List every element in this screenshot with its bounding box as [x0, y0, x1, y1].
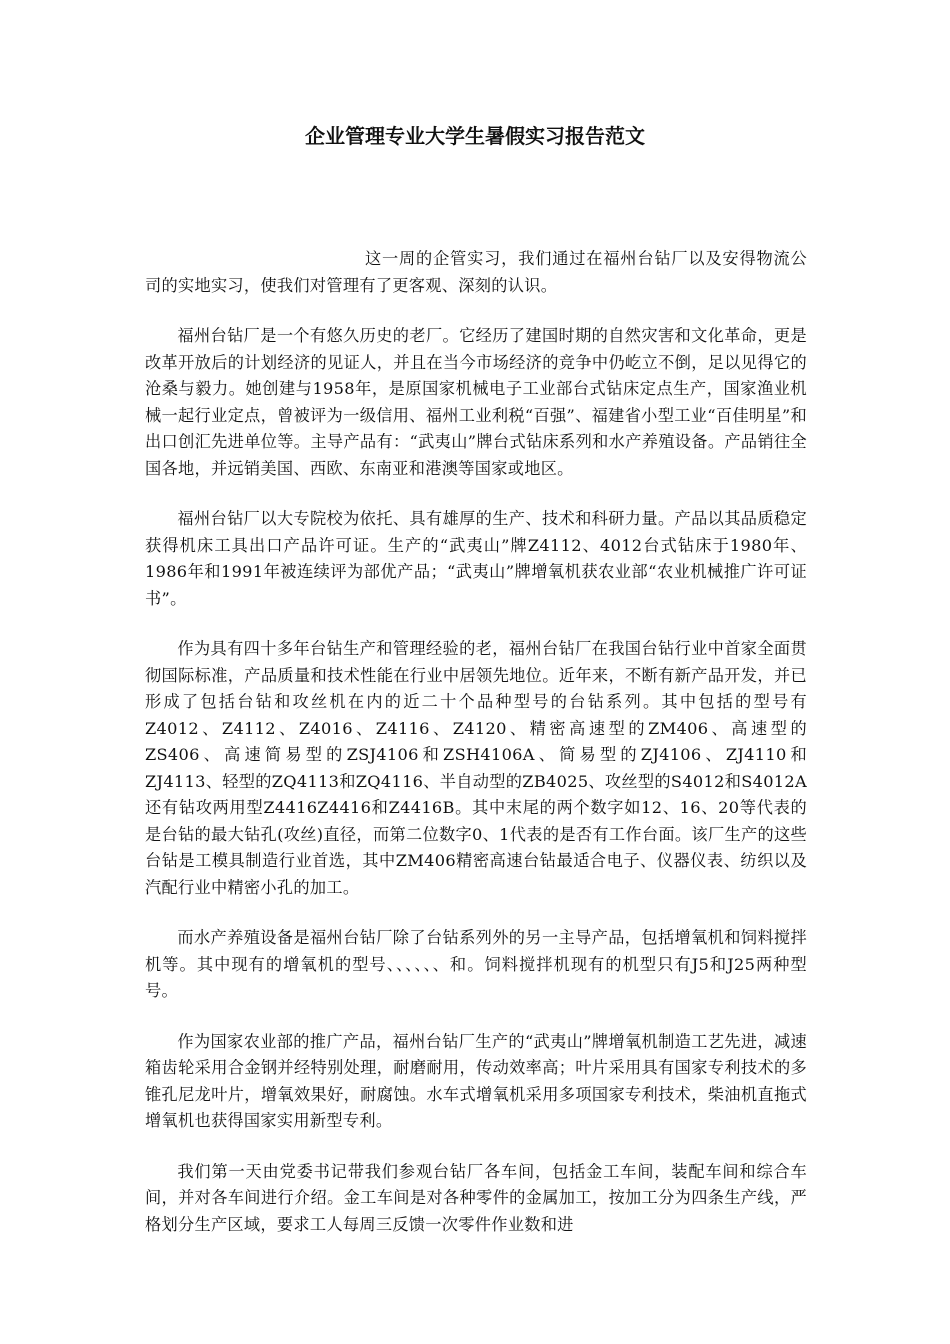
paragraph-aquaculture-equipment: 而水产养殖设备是福州台钻厂除了台钻系列外的另一主导产品，包括增氧机和饲料搅拌机等。其中现有的增氧机的型号、、、、、、和。饲料搅拌机现有的机型只有J5和J25两种型号。 [145, 928, 807, 1000]
paragraph-product-range: 作为具有四十多年台钻生产和管理经验的老，福州台钻厂在我国台钻行业中首家全面贯彻国际标准，产品质量和技术性能在行业中居领先地位。近年来，不断有新产品开发，并已形成了包括台钻和攻丝机在内的近二十个品种型号的台钻系列。其中包括的型号有Z4012、Z4112、Z4016、Z4116、Z4120、精密高速型的ZM406、高速型的ZS406、高速简易型的ZSJ4106和ZSH4106A、简易型的ZJ4106、ZJ4110和ZJ4113、轻型的ZQ4113和ZQ4116、半自动型的ZB4025、攻丝型的S4012和S4012A还有钻攻两用型Z4416Z4416和Z4416B。其中末尾的两个数字如12、16、20等代表的是台钻的最大钻孔(攻丝)直径，而第二位数字0、1代表的是否有工作台面。该厂生产的这些台钻是工模具制造行业首选，其中ZM406精密高速台钻最适合电子、仪器仪表、纺织以及汽配行业中精密小孔的加工。 [145, 639, 808, 897]
page-title: 企业管理专业大学生暑假实习报告范文 [305, 124, 645, 148]
paragraph-workshop-visit: 我们第一天由党委书记带我们参观台钻厂各车间，包括金工车间，装配车间和综合车间，并对各车间进行介绍。金工车间是对各种零件的金属加工，按加工分为四条生产线，严格划分生产区域，要求工人每周三反馈一次零件作业数和进 [145, 1161, 807, 1234]
paragraph-aerator-technology: 作为国家农业部的推广产品，福州台钻厂生产的“武夷山”牌增氧机制造工艺先进，减速箱齿轮采用合金钢并经特别处理，耐磨耐用，传动效率高；叶片采用具有国家专利技术的多锥孔尼龙叶片，增氧效果好，耐腐蚀。水车式增氧机采用多项国家专利技术，柴油机直拖式增氧机也获得国家实用新型专利。 [145, 1031, 807, 1130]
paragraph-factory-history: 福州台钻厂是一个有悠久历史的老厂。它经历了建国时期的自然灾害和文化革命，更是改革开放后的计划经济的见证人，并且在当今市场经济的竞争中仍屹立不倒，足以见得它的沧桑与毅力。她创建与1958年，是原国家机械电子工业部台式钻床定点生产，国家渔业机械一起行业定点，曾被评为一级信用、福州工业利税“百强”、福建省小型工业“百佳明星”和出口创汇先进单位等。主导产品有：“武夷山”牌台式钻床系列和水产养殖设备。产品销往全国各地，并远销美国、西欧、东南亚和港澳等国家或地区。 [145, 326, 807, 478]
paragraph-intro: 这一周的企管实习，我们通过在福州台钻厂以及安得物流公司的实地实习，使我们对管理有了更客观、深刻的认识。 [145, 249, 807, 295]
paragraph-factory-strength: 福州台钻厂以大专院校为依托、具有雄厚的生产、技术和科研力量。产品以其品质稳定获得机床工具出口产品许可证。生产的“武夷山”牌Z4112、4012台式钻床于1980年、1986年和1991年被连续评为部优产品；“武夷山”牌增氧机获农业部“农业机械推广许可证书”。 [145, 509, 807, 608]
document-body [145, 246, 807, 1262]
